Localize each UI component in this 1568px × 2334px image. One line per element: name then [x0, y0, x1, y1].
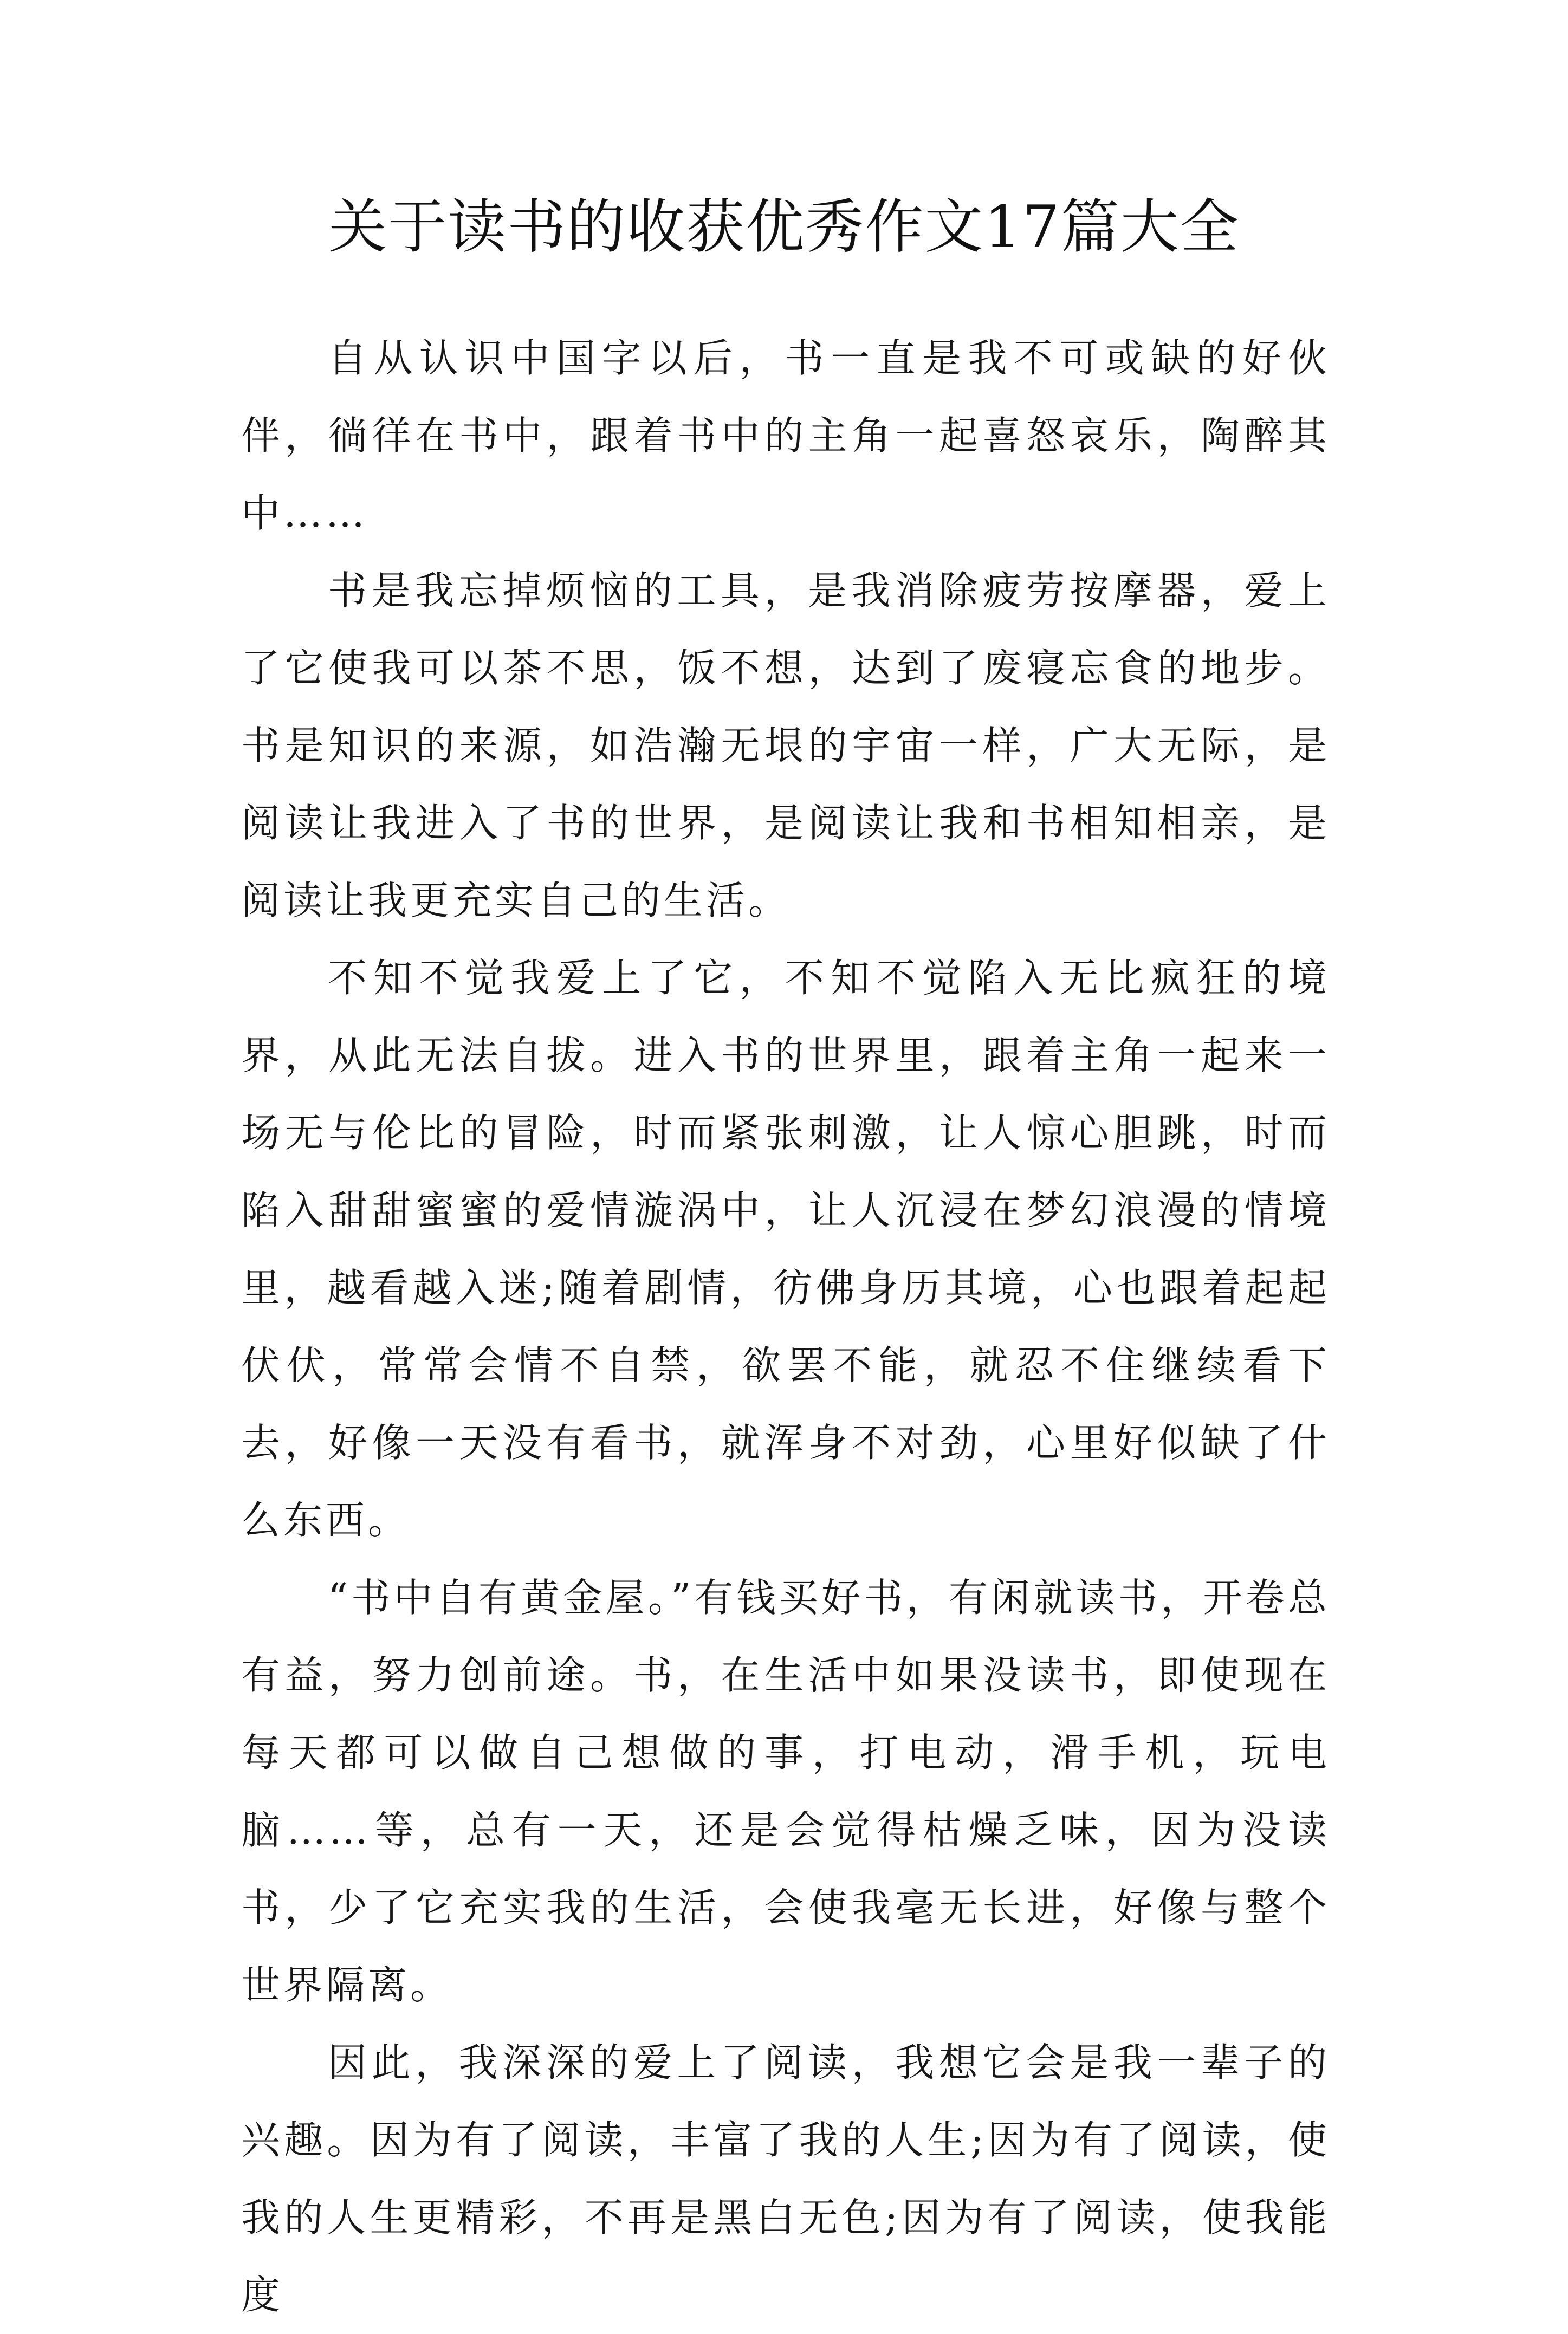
document-body	[241, 320, 1330, 2334]
paragraph: 自从认识中国字以后，书一直是我不可或缺的好伙伴，徜徉在书中，跟着书中的主角一起喜怒哀乐，陶醉其中……	[241, 335, 1330, 536]
paragraph: 不知不觉我爱上了它，不知不觉陷入无比疯狂的境界，从此无法自拔。进入书的世界里，跟着主角一起来一场无与伦比的冒险，时而紧张刺激，让人惊心胆跳，时而陷入甜甜蜜蜜的爱情漩涡中，让人沉浸在梦幻浪漫的情境里，越看越入迷;随着剧情，彷佛身历其境，心也跟着起起伏伏，常常会情不自禁，欲罢不能，就忍不住继续看下去，好像一天没有看书，就浑身不对劲，心里好似缺了什么东西。	[241, 955, 1330, 1543]
document-title: 关于读书的收获优秀作文17篇大全	[328, 193, 1240, 261]
paragraph: 因此，我深深的爱上了阅读，我想它会是我一辈子的兴趣。因为有了阅读，丰富了我的人生;因为有了阅读，使我的人生更精彩，不再是黑白无色;因为有了阅读，使我能度	[241, 2040, 1330, 2318]
paragraph: “书中自有黄金屋。”有钱买好书，有闲就读书，开卷总有益，努力创前途。书，在生活中如果没读书，即使现在每天都可以做自己想做的事，打电动，滑手机，玩电脑……等，总有一天，还是会觉得枯燥乏味，因为没读书，少了它充实我的生活，会使我毫无长进，好像与整个世界隔离。	[241, 1575, 1330, 2008]
paragraph: 书是我忘掉烦恼的工具，是我消除疲劳按摩器，爱上了它使我可以茶不思，饭不想，达到了废寝忘食的地步。书是知识的来源，如浩瀚无垠的宇宙一样，广大无际，是阅读让我进入了书的世界，是阅读让我和书相知相亲，是阅读让我更充实自己的生活。	[241, 568, 1330, 923]
